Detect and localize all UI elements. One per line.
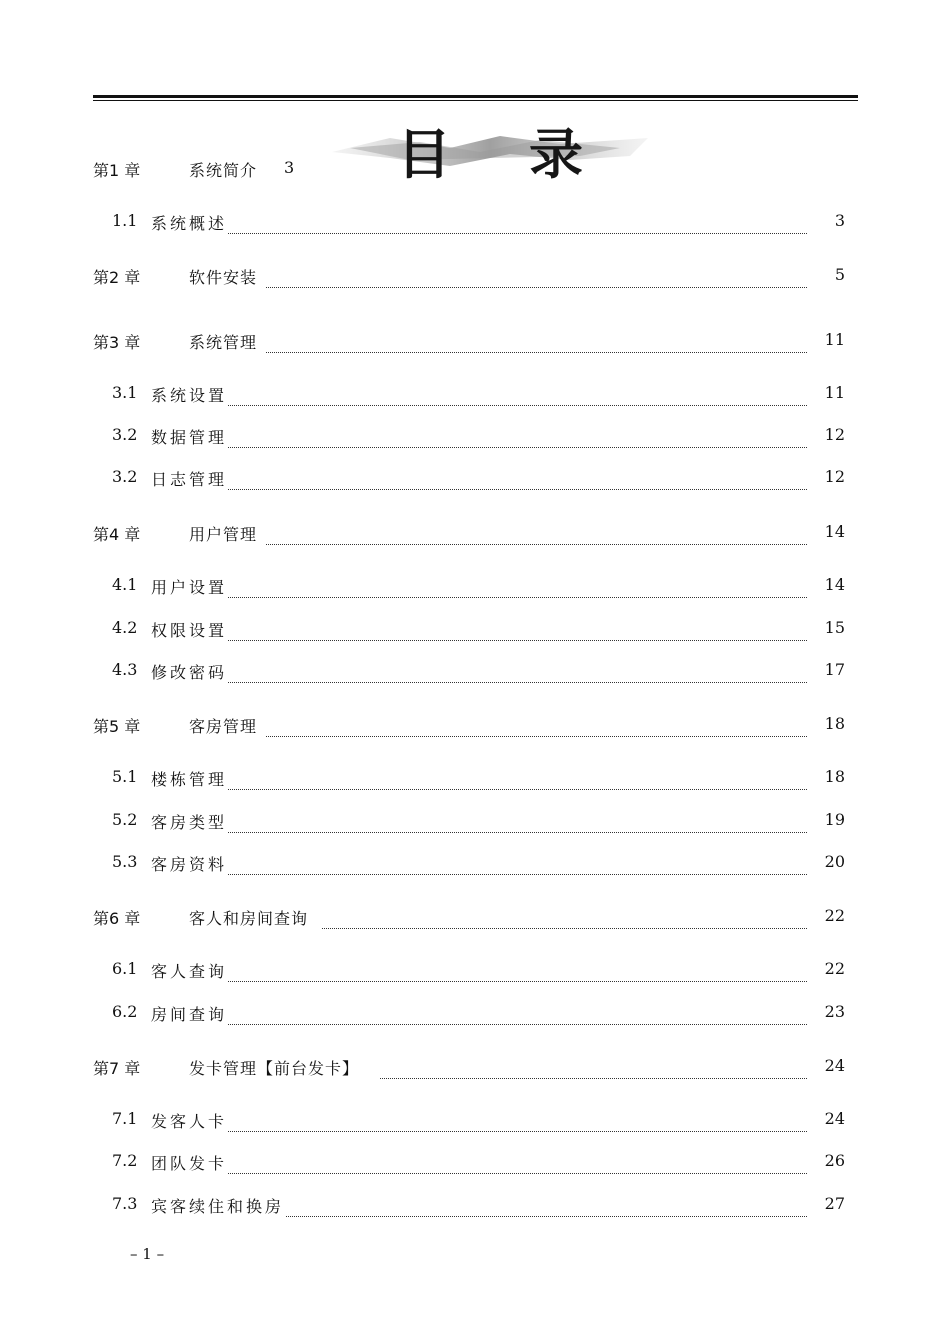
toc-entry-page: 15 [824, 618, 845, 637]
toc-dot-leader [286, 1194, 807, 1217]
toc-section-entry[interactable] [0, 425, 950, 451]
toc-dot-leader [228, 618, 807, 641]
toc-entry-number: 第3 章 [93, 333, 141, 352]
toc-entry-number: 6.1 [112, 959, 138, 978]
toc-chapter-entry[interactable] [0, 330, 950, 356]
toc-entry-number: 5.2 [112, 810, 138, 829]
toc-entry-number: 4.2 [112, 618, 138, 637]
toc-entry-page: 24 [824, 1056, 845, 1075]
toc-entry-page: 18 [824, 767, 845, 786]
toc-section-entry[interactable] [0, 467, 950, 493]
toc-dot-leader [266, 714, 807, 737]
toc-entry-page: 12 [824, 425, 845, 444]
toc-entry-title: 修改密码 [151, 663, 228, 682]
toc-dot-leader [228, 1109, 807, 1132]
toc-entry-title: 楼栋管理 [151, 770, 228, 789]
toc-section-entry[interactable] [0, 1194, 950, 1220]
toc-entry-title: 数据管理 [151, 428, 228, 447]
toc-entry-title: 宾客续住和换房 [151, 1197, 285, 1216]
toc-entry-title: 系统管理 [189, 333, 258, 352]
toc-entry-page: 11 [824, 330, 845, 349]
toc-dot-leader [228, 660, 807, 683]
toc-section-entry[interactable] [0, 575, 950, 601]
toc-entry-title: 客房管理 [189, 717, 258, 736]
toc-section-entry[interactable] [0, 211, 950, 237]
toc-entry-title: 用户管理 [189, 525, 258, 544]
toc-entry-page: 22 [824, 906, 845, 925]
toc-section-entry[interactable] [0, 767, 950, 793]
toc-entry-page: 14 [824, 575, 845, 594]
logo-char-lu: 录 [529, 122, 583, 186]
toc-entry-page: 24 [824, 1109, 845, 1128]
toc-dot-leader [322, 906, 807, 929]
toc-entry-title: 系统简介 [189, 161, 258, 180]
toc-entry-title: 客人查询 [151, 962, 228, 981]
toc-entry-title: 发客人卡 [151, 1112, 228, 1131]
toc-entry-title: 软件安装 [189, 268, 258, 287]
toc-entry-number: 3.2 [112, 425, 138, 444]
toc-section-entry[interactable] [0, 1002, 950, 1028]
toc-entry-page: 14 [824, 522, 845, 541]
toc-chapter-entry[interactable] [0, 158, 950, 184]
toc-section-entry[interactable] [0, 618, 950, 644]
toc-dot-leader [228, 852, 807, 875]
toc-entry-page: 12 [824, 467, 845, 486]
toc-entry-title: 客人和房间查询 [189, 909, 309, 928]
toc-entry-number: 5.3 [112, 852, 138, 871]
toc-entry-page: 3 [834, 211, 845, 230]
toc-entry-page: 27 [824, 1194, 845, 1213]
toc-entry-number: 第1 章 [93, 161, 141, 180]
toc-section-entry[interactable] [0, 1151, 950, 1177]
toc-dot-leader [228, 959, 807, 982]
toc-entry-page: 22 [824, 959, 845, 978]
toc-entry-title: 用户设置 [151, 578, 228, 597]
toc-entry-number: 7.1 [112, 1109, 138, 1128]
toc-dot-leader [228, 467, 807, 490]
header-rule-thin [93, 100, 858, 101]
toc-entry-page: 5 [834, 265, 845, 284]
toc-section-entry[interactable] [0, 852, 950, 878]
toc-entry-number: 4.3 [112, 660, 138, 679]
toc-section-entry[interactable] [0, 660, 950, 686]
toc-entry-page: 18 [824, 714, 845, 733]
toc-entry-number: 7.3 [112, 1194, 138, 1213]
toc-entry-page: 19 [824, 810, 845, 829]
toc-entry-title: 日志管理 [151, 470, 228, 489]
toc-entry-page: 3 [284, 158, 295, 177]
toc-entry-page: 11 [824, 383, 845, 402]
toc-entry-title: 客房资料 [151, 855, 228, 874]
toc-section-entry[interactable] [0, 1109, 950, 1135]
toc-entry-number: 第7 章 [93, 1059, 141, 1078]
toc-entry-number: 第2 章 [93, 268, 141, 287]
toc-dot-leader [266, 330, 807, 353]
toc-entry-title: 系统概述 [151, 214, 228, 233]
toc-section-entry[interactable] [0, 959, 950, 985]
toc-dot-leader [228, 1151, 807, 1174]
toc-entry-number: 3.1 [112, 383, 138, 402]
toc-entry-number: 3.2 [112, 467, 138, 486]
toc-dot-leader [228, 767, 807, 790]
toc-entry-number: 第5 章 [93, 717, 141, 736]
toc-chapter-entry[interactable] [0, 1056, 950, 1082]
toc-entry-title: 权限设置 [151, 621, 228, 640]
toc-dot-leader [228, 383, 807, 406]
toc-dot-leader [228, 425, 807, 448]
toc-entry-number: 第4 章 [93, 525, 141, 544]
toc-entry-title: 发卡管理【前台发卡】 [189, 1059, 360, 1078]
toc-dot-leader [228, 1002, 807, 1025]
toc-entry-title: 客房类型 [151, 813, 228, 832]
toc-entry-number: 1.1 [112, 211, 138, 230]
toc-entry-page: 17 [824, 660, 845, 679]
toc-dot-leader [380, 1056, 807, 1079]
toc-section-entry[interactable] [0, 810, 950, 836]
toc-dot-leader [228, 575, 807, 598]
toc-entry-title: 房间查询 [151, 1005, 228, 1024]
toc-chapter-entry[interactable] [0, 265, 950, 291]
header-rule-thick [93, 95, 858, 98]
toc-entry-number: 第6 章 [93, 909, 141, 928]
toc-chapter-entry[interactable] [0, 906, 950, 932]
toc-entry-title: 系统设置 [151, 386, 228, 405]
toc-entry-number: 5.1 [112, 767, 138, 786]
toc-entry-page: 20 [824, 852, 845, 871]
page-number-footer: – 1 – [130, 1245, 165, 1263]
toc-dot-leader [228, 211, 807, 234]
toc-entry-page: 26 [824, 1151, 845, 1170]
toc-entry-number: 4.1 [112, 575, 138, 594]
toc-dot-leader [228, 810, 807, 833]
toc-dot-leader [266, 522, 807, 545]
toc-entry-number: 6.2 [112, 1002, 138, 1021]
toc-entry-title: 团队发卡 [151, 1154, 228, 1173]
toc-entry-page: 23 [824, 1002, 845, 1021]
toc-chapter-entry[interactable] [0, 522, 950, 548]
toc-dot-leader [266, 265, 807, 288]
toc-chapter-entry[interactable] [0, 714, 950, 740]
toc-entry-number: 7.2 [112, 1151, 138, 1170]
logo-char-mu: 目 [397, 122, 451, 186]
toc-section-entry[interactable] [0, 383, 950, 409]
